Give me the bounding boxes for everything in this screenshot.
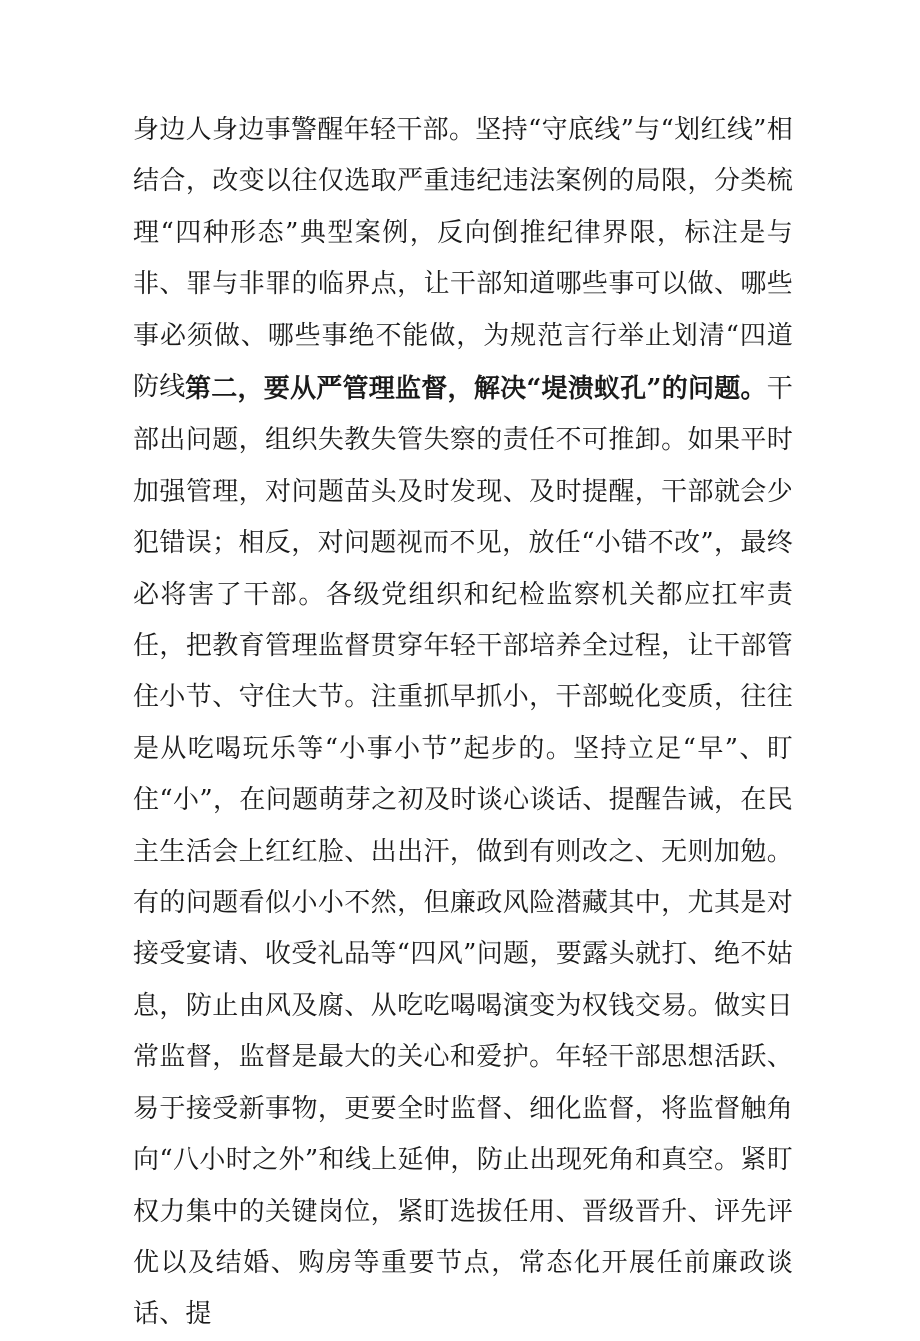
paragraph-2-lead: 第二，要从严管理监督，解决“堤溃蚁孔”的问题。 <box>185 374 767 404</box>
paragraph-2 <box>133 364 793 1341</box>
paragraph-2-body: 干部出问题，组织失教失管失察的责任不可推卸。如果平时加强管理，对问题苗头及时发现、及时提醒，干部就会少犯错误；相反，对问题视而不见，放任“小错不改”，最终必将害了干部。各级党组织和纪检监察机关都应扛牢责任，把教育管理监督贯穿年轻干部培养全过程，让干部管住小节、守住大节。注重抓早抓小，干部蜕化变质，往往是从吃喝玩乐等“小事小节”起步的。坚持立足“早”、盯住“小”，在问题萌芽之初及时谈心谈话、提醒告诫，在民主生活会上红红脸、出出汗，做到有则改之、无则加勉。有的问题看似小小不然，但廉政风险潜藏其中，尤其是对接受宴请、收受礼品等“四风”问题，要露头就打、绝不姑息，防止由风及腐、从吃吃喝喝演变为权钱交易。做实日常监督，监督是最大的关心和爱护。年轻干部思想活跃、易于接受新事物，更要全时监督、细化监督，将监督触角向“八小时之外”和线上延伸，防止出现死角和真空。紧盯权力集中的关键岗位，紧盯选拔任用、晋级晋升、评先评优以及结婚、购房等重要节点，常态化开展任前廉政谈话、提 <box>133 374 793 1330</box>
paragraph-1-text: 身边人身边事警醒年轻干部。坚持“守底线”与“划红线”相结合，改变以往仅选取严重违纪违法案例的局限，分类梳理“四种形态”典型案例，反向倒推纪律界限，标注是与非、罪与非罪的临界点，让干部知道哪些事可以做、哪些事必须做、哪些事绝不能做，为规范言行举止划清“四道防线 <box>133 115 793 403</box>
